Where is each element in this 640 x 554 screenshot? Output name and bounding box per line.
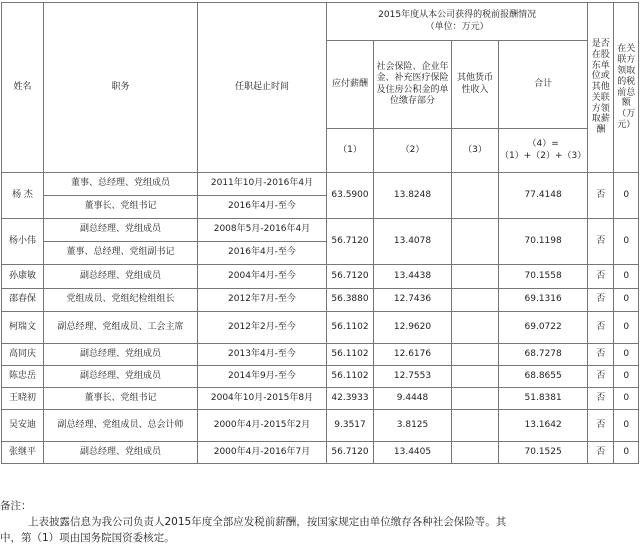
cell-insurance: 3.8125 [374, 410, 452, 442]
header-other-income: 其他货币性收入 [452, 41, 499, 129]
cell-insurance: 12.7553 [374, 366, 452, 388]
cell-related-amount: 0 [614, 173, 639, 219]
table-row [2, 265, 639, 289]
table-row [2, 219, 639, 242]
cell-tenure: 2000年4月-2015年2月 [198, 410, 327, 442]
cell-name: 杨 杰 [2, 173, 44, 219]
header-total: 合计 [499, 41, 588, 129]
table-row [2, 312, 639, 344]
notes-title: 备注： [0, 500, 32, 512]
cell-related-amount: 0 [614, 289, 639, 312]
cell-position: 副总经理、党组成员 [44, 265, 198, 289]
cell-position: 副总经理、党组成员 [44, 366, 198, 388]
cell-tenure: 2000年4月-2016年7月 [198, 442, 327, 464]
header-related-party: 是否在股东单位或其他关联方领取薪酬 [588, 3, 614, 173]
cell-other-income [452, 173, 499, 219]
cell-related-party: 否 [588, 344, 614, 366]
table-row [2, 289, 639, 312]
header-tenure: 任职起止时间 [198, 3, 327, 173]
header-num-3: （3） [452, 129, 499, 173]
cell-position: 副总经理、党组成员、工会主席 [44, 312, 198, 344]
table-row [2, 173, 639, 196]
cell-related-party: 否 [588, 312, 614, 344]
cell-position: 副总经理、党组成员、总会计师 [44, 410, 198, 442]
cell-related-party: 否 [588, 388, 614, 410]
header-num-2: （2） [374, 129, 452, 173]
table-row [2, 410, 639, 442]
cell-tenure: 2011年10月-2016年4月 [198, 173, 327, 196]
cell-related-amount: 0 [614, 366, 639, 388]
cell-other-income [452, 344, 499, 366]
cell-other-income [452, 366, 499, 388]
cell-insurance: 12.9620 [374, 312, 452, 344]
cell-payable-salary: 56.1102 [327, 312, 374, 344]
cell-tenure: 2016年4月-至今 [198, 242, 327, 265]
header-position: 职务 [44, 3, 198, 173]
cell-tenure: 2014年9月-至今 [198, 366, 327, 388]
cell-total: 69.1316 [499, 289, 588, 312]
cell-payable-salary: 56.7120 [327, 265, 374, 289]
cell-total: 68.8655 [499, 366, 588, 388]
table-row [2, 388, 639, 410]
cell-insurance: 9.4448 [374, 388, 452, 410]
cell-total: 51.8381 [499, 388, 588, 410]
compensation-table [1, 2, 639, 464]
cell-insurance: 13.4078 [374, 219, 452, 265]
cell-other-income [452, 312, 499, 344]
cell-name: 柯瑞文 [2, 312, 44, 344]
cell-related-amount: 0 [614, 442, 639, 464]
cell-payable-salary: 56.7120 [327, 219, 374, 265]
cell-other-income [452, 410, 499, 442]
cell-related-amount: 0 [614, 312, 639, 344]
cell-tenure: 2008年5月-2016年4月 [198, 219, 327, 242]
cell-position: 董事长、党组书记 [44, 388, 198, 410]
cell-name: 王晓初 [2, 388, 44, 410]
cell-other-income [452, 219, 499, 265]
cell-position: 董事、总经理、党组副书记 [44, 242, 198, 265]
cell-name: 吴安迪 [2, 410, 44, 442]
cell-payable-salary: 9.3517 [327, 410, 374, 442]
cell-tenure: 2004年10月-2015年8月 [198, 388, 327, 410]
cell-insurance: 12.7436 [374, 289, 452, 312]
cell-name: 陈忠岳 [2, 366, 44, 388]
cell-insurance: 13.4405 [374, 442, 452, 464]
header-group [327, 3, 588, 41]
header-related-amount: 在关联方领取的税前总额（万元） [614, 3, 639, 173]
cell-insurance: 13.4438 [374, 265, 452, 289]
cell-related-party: 否 [588, 219, 614, 265]
cell-total: 68.7278 [499, 344, 588, 366]
cell-tenure: 2016年4月-至今 [198, 196, 327, 219]
cell-tenure: 2012年7月-至今 [198, 289, 327, 312]
cell-payable-salary: 63.5900 [327, 173, 374, 219]
cell-tenure: 2004年4月-至今 [198, 265, 327, 289]
cell-payable-salary: 42.3933 [327, 388, 374, 410]
table-row [2, 344, 639, 366]
notes-line-1: 上表披露信息为我公司负责人2015年度全部应发税前薪酬，按国家规定由单位缴存各种社会保险等。其 [28, 516, 507, 528]
cell-position: 党组成员、党组纪检组组长 [44, 289, 198, 312]
cell-name: 杨小伟 [2, 219, 44, 265]
cell-name: 张继平 [2, 442, 44, 464]
table-row [2, 366, 639, 388]
cell-related-amount: 0 [614, 219, 639, 265]
cell-related-amount: 0 [614, 410, 639, 442]
cell-name: 高同庆 [2, 344, 44, 366]
notes [0, 498, 636, 546]
cell-related-amount: 0 [614, 265, 639, 289]
cell-related-party: 否 [588, 289, 614, 312]
cell-other-income [452, 388, 499, 410]
cell-related-party: 否 [588, 442, 614, 464]
cell-name: 孙康敏 [2, 265, 44, 289]
cell-other-income [452, 442, 499, 464]
header-group-unit: （单位：万元） [425, 21, 489, 32]
cell-tenure: 2012年2月-至今 [198, 312, 327, 344]
cell-insurance: 13.8248 [374, 173, 452, 219]
cell-total: 70.1558 [499, 265, 588, 289]
header-num-1: （1） [327, 129, 374, 173]
cell-total: 70.1198 [499, 219, 588, 265]
cell-name: 邵春保 [2, 289, 44, 312]
cell-tenure: 2013年4月-至今 [198, 344, 327, 366]
cell-insurance: 12.6176 [374, 344, 452, 366]
cell-other-income [452, 289, 499, 312]
cell-related-amount: 0 [614, 388, 639, 410]
cell-related-amount: 0 [614, 344, 639, 366]
cell-position: 董事长、党组书记 [44, 196, 198, 219]
header-group-title: 2015年度从本公司获得的税前报酬情况 [378, 10, 537, 21]
cell-related-party: 否 [588, 410, 614, 442]
notes-line-2: 中，第（1）项由国务院国资委核定。 [0, 532, 175, 544]
header-payable-salary: 应付薪酬 [327, 41, 374, 129]
cell-total: 69.0722 [499, 312, 588, 344]
cell-total: 77.4148 [499, 173, 588, 219]
cell-payable-salary: 56.1102 [327, 366, 374, 388]
cell-payable-salary: 56.3880 [327, 289, 374, 312]
header-num-4: （4）=（1）+（2）+（3） [499, 129, 588, 173]
cell-position: 董事、总经理、党组成员 [44, 173, 198, 196]
cell-position: 副总经理、党组成员 [44, 344, 198, 366]
cell-related-party: 否 [588, 366, 614, 388]
cell-payable-salary: 56.1102 [327, 344, 374, 366]
table-row [2, 442, 639, 464]
cell-total: 70.1525 [499, 442, 588, 464]
cell-total: 13.1642 [499, 410, 588, 442]
cell-other-income [452, 265, 499, 289]
header-insurance: 社会保险、企业年金、补充医疗保险及住房公积金的单位缴存部分 [374, 41, 452, 129]
cell-position: 副总经理、党组成员 [44, 219, 198, 242]
cell-position: 副总经理、党组成员 [44, 442, 198, 464]
cell-related-party: 否 [588, 265, 614, 289]
cell-payable-salary: 56.7120 [327, 442, 374, 464]
cell-related-party: 否 [588, 173, 614, 219]
header-name: 姓名 [2, 3, 44, 173]
